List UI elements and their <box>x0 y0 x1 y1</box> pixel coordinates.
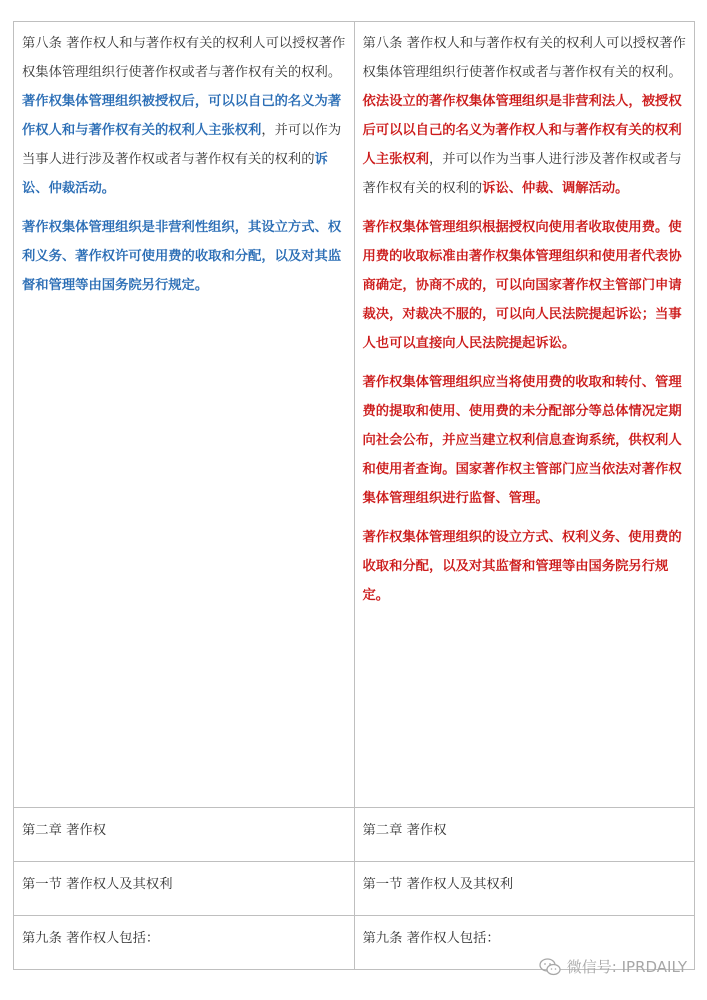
right-chapter-heading: 第二章 著作权 <box>354 808 695 862</box>
table-row <box>14 808 695 862</box>
right-art8-para2: 著作权集体管理组织根据授权向使用者收取使用费。使用费的收取标准由著作权集体管理组织和使用者代表协商确定，协商不成的，可以向国家著作权主管部门申请裁决，对裁决不服的，可以向人民法院提起诉讼；当事人也可以直接向人民法院提起诉讼。 <box>362 220 682 351</box>
table-row <box>14 862 695 916</box>
left-cell-article-8 <box>14 22 355 808</box>
text-run: 第八条 著作权人和与著作权有关的权利人可以授权著作权集体管理组织行使著作权或者与著作权有关的权利。 <box>362 36 686 80</box>
text-run: 诉讼、仲裁活动。 <box>22 152 328 196</box>
text-run: ，并可以作为当事人进行涉及著作权或者与著作权有关的权利的 <box>362 152 682 196</box>
right-art8-para3: 著作权集体管理组织应当将使用费的收取和转付、管理费的提取和使用、使用费的未分配部分等总体情况定期向社会公布，并应当建立权利信息查询系统，供权利人和使用者查询。国家著作权主管部门应当依法对著作权集体管理组织进行监督、管理。 <box>362 375 682 506</box>
right-section-heading: 第一节 著作权人及其权利 <box>354 862 695 916</box>
left-section-heading: 第一节 著作权人及其权利 <box>14 862 355 916</box>
text-run: 依法设立的著作权集体管理组织是非营利法人，被授权后可以以自己的名义为著作权人和与著作权有关的权利人主张权利 <box>362 94 682 167</box>
comparison-table <box>13 21 695 970</box>
text-run: 第八条 著作权人和与著作权有关的权利人可以授权著作权集体管理组织行使著作权或者与著作权有关的权利。 <box>22 36 346 80</box>
left-art8-para1 <box>22 29 346 203</box>
right-article-9: 第九条 著作权人包括： <box>354 916 695 970</box>
wechat-watermark <box>539 956 687 977</box>
left-chapter-heading: 第二章 著作权 <box>14 808 355 862</box>
text-run: ，并可以作为当事人进行涉及著作权或者与著作权有关的权利的 <box>22 123 342 167</box>
text-run: 著作权集体管理组织被授权后，可以以自己的名义为著作权人和与著作权有关的权利人主张权利 <box>22 94 342 138</box>
right-art8-para4: 著作权集体管理组织的设立方式、权利义务、使用费的收取和分配，以及对其监督和管理等由国务院另行规定。 <box>362 530 682 603</box>
left-article-9: 第九条 著作权人包括： <box>14 916 355 970</box>
wechat-icon <box>539 958 561 976</box>
watermark-text: 微信号: IPRDAILY <box>566 958 687 976</box>
table-row <box>14 22 695 808</box>
right-art8-para1 <box>363 29 687 203</box>
left-art8-para2: 著作权集体管理组织是非营利性组织，其设立方式、权利义务、著作权许可使用费的收取和分配，以及对其监督和管理等由国务院另行规定。 <box>22 220 342 293</box>
right-cell-article-8 <box>354 22 695 808</box>
text-run: 诉讼、仲裁、调解活动。 <box>482 181 629 196</box>
